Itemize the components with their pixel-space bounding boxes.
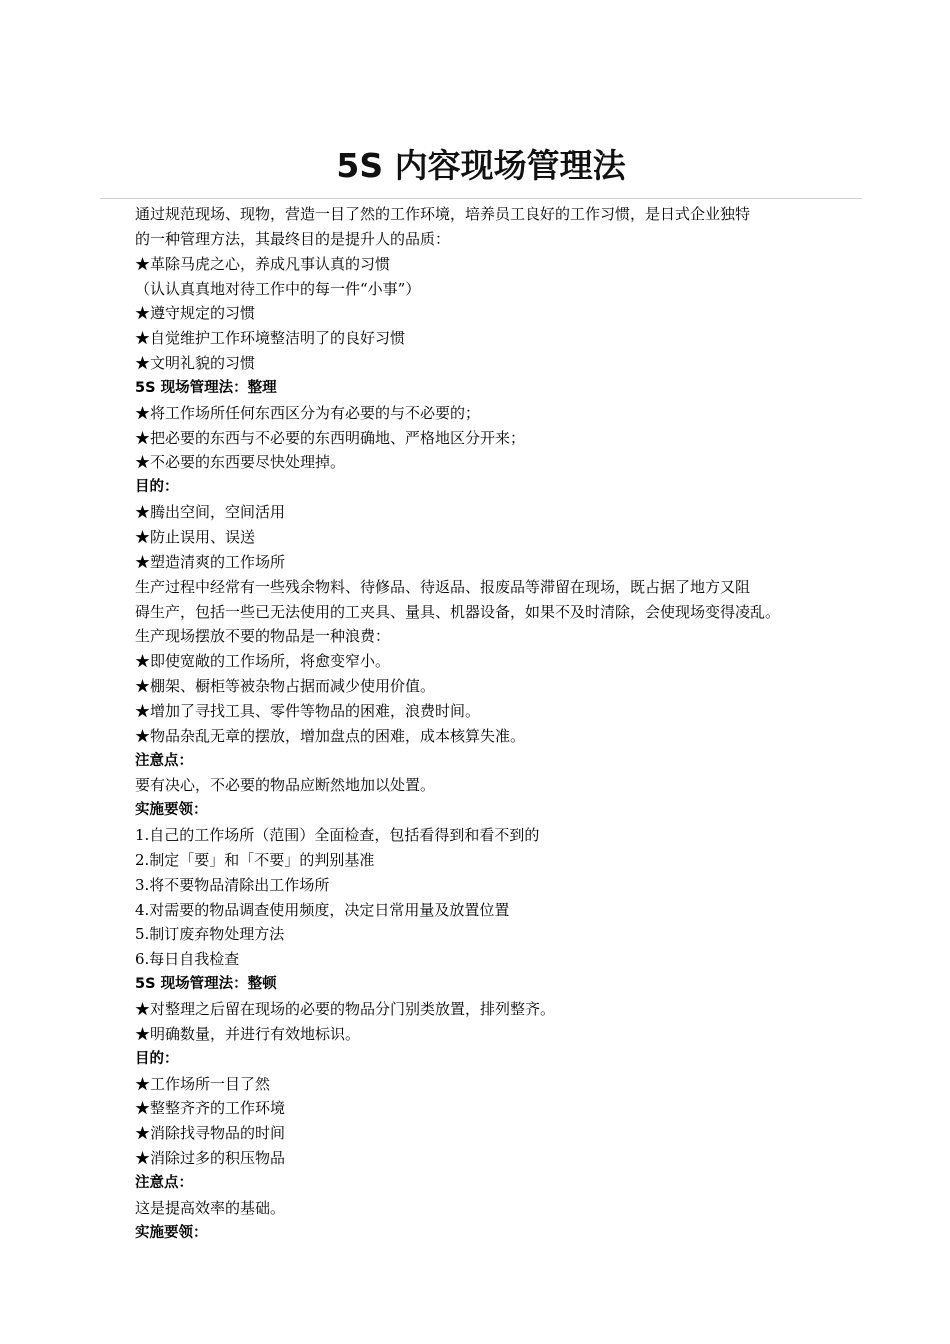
section-heading: 注意点： (135, 752, 193, 769)
paragraph-line: 碍生产，包括一些已无法使用的工夹具、量具、机器设备，如果不及时清除，会使现场变得凌乱。 (135, 602, 781, 621)
paragraph-line: 的一种管理方法，其最终目的是提升人的品质： (135, 229, 451, 248)
section-heading: 目的： (135, 1050, 179, 1067)
paragraph-line: ★腾出空间，空间活用 (135, 503, 286, 522)
paragraph-line: ★革除马虎之心，养成凡事认真的习惯 (135, 254, 391, 273)
title-divider (100, 198, 862, 199)
paragraph-line: 生产过程中经常有一些残余物料、待修品、待返品、报废品等滞留在现场，既占据了地方又阻 (135, 577, 751, 596)
paragraph-line: ★塑造清爽的工作场所 (135, 552, 286, 571)
paragraph-line: 5.制订废弃物处理方法 (135, 925, 285, 944)
paragraph-line: ★防止误用、误送 (135, 527, 256, 546)
paragraph-line: ★对整理之后留在现场的必要的物品分门别类放置，排列整齐。 (135, 1000, 556, 1018)
paragraph-line: ★物品杂乱无章的摆放，增加盘点的困难，成本核算失准。 (135, 726, 526, 745)
document-body (100, 202, 862, 1245)
paragraph-line: ★增加了寻找工具、零件等物品的困难，浪费时间。 (135, 701, 481, 720)
section-heading: 实施要领： (135, 1224, 208, 1241)
paragraph-line: ★工作场所一目了然 (135, 1074, 271, 1093)
paragraph-line: ★消除找寻物品的时间 (135, 1124, 286, 1143)
paragraph-line: ★将工作场所任何东西区分为有必要的与不必要的； (135, 403, 481, 422)
section-heading: 5S 现场管理法：整理 (135, 379, 277, 396)
paragraph-line: 3.将不要物品清除出工作场所 (135, 875, 330, 894)
paragraph-line: ★自觉维护工作环境整洁明了的良好习惯 (135, 329, 406, 348)
section-heading: 5S 现场管理法：整顿 (135, 976, 277, 993)
paragraph-line: ★明确数量，并进行有效地标识。 (135, 1024, 361, 1043)
paragraph-line: ★即使宽敞的工作场所，将愈变窄小。 (135, 652, 391, 671)
section-heading: 目的： (135, 479, 179, 496)
paragraph-line: 4.对需要的物品调查使用频度，决定日常用量及放置位置 (135, 900, 510, 919)
paragraph-line: 6.每日自我检查 (135, 950, 240, 969)
paragraph-line: 1.自己的工作场所（范围）全面检查，包括看得到和看不到的 (135, 826, 540, 845)
paragraph-line: ★把必要的东西与不必要的东西明确地、严格地区分开来； (135, 428, 526, 447)
paragraph-line: 通过规范现场、现物，营造一目了然的工作环境，培养员工良好的工作习惯，是日式企业独特 (135, 205, 751, 223)
paragraph-line: ★不必要的东西要尽快处理掉。 (135, 453, 346, 472)
paragraph-line: 要有决心，不必要的物品应断然地加以处置。 (135, 776, 436, 795)
document-title: 5S 内容现场管理法 (336, 146, 626, 185)
paragraph-line: ★消除过多的积压物品 (135, 1149, 286, 1168)
section-heading: 实施要领： (135, 802, 208, 819)
paragraph-line: ★整整齐齐的工作环境 (135, 1099, 286, 1118)
paragraph-line: ★文明礼貌的习惯 (135, 354, 256, 373)
section-heading: 注意点： (135, 1174, 193, 1191)
paragraph-line: （认认真真地对待工作中的每一件“小事”） (135, 279, 421, 298)
paragraph-line: 2.制定「要」和「不要」的判别基准 (135, 850, 375, 869)
paragraph-line: ★遵守规定的习惯 (135, 304, 256, 323)
paragraph-line: ★棚架、橱柜等被杂物占据而减少使用价值。 (135, 677, 436, 696)
paragraph-line: 这是提高效率的基础。 (135, 1198, 286, 1217)
paragraph-line: 生产现场摆放不要的物品是一种浪费： (135, 627, 391, 646)
